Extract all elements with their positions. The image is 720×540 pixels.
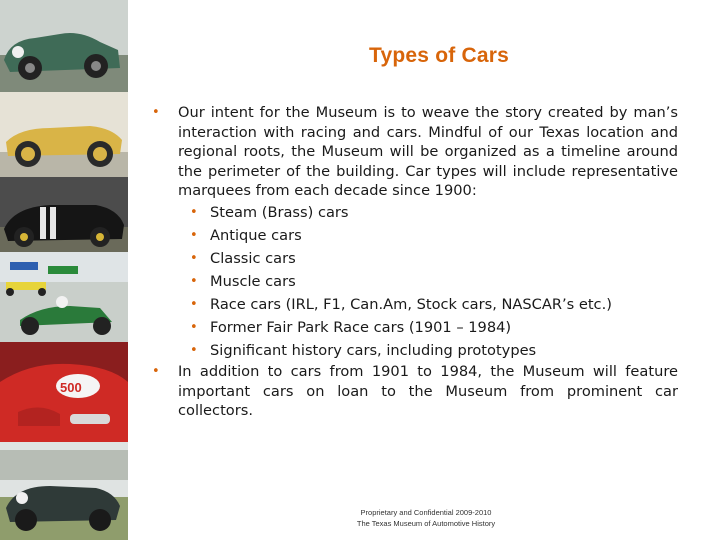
list-item: • Former Fair Park Race cars (1901 – 1984) (178, 316, 678, 339)
green-race-car-photo (0, 0, 128, 92)
bullet-loan-cars (148, 362, 678, 421)
bullet-dot-icon: • (152, 363, 160, 379)
footer-organization: The Texas Museum of Automotive History (356, 518, 496, 528)
bullet-dot-icon: • (190, 273, 198, 289)
black-race-car-photo (0, 177, 128, 252)
bullet-text: In addition to cars from 1901 to 1984, the Museum will feature important cars on loan to the Museum from prominent car collectors. (178, 362, 678, 420)
list-item: • Muscle cars (178, 270, 678, 293)
slide-footer (296, 508, 556, 529)
svg-text:500: 500 (60, 380, 82, 395)
bullet-dot-icon: • (190, 250, 198, 266)
red-500-race-car-photo (0, 342, 128, 442)
bullet-dot-icon: • (190, 319, 198, 335)
list-item: • Antique cars (178, 224, 678, 247)
car-types-list (178, 201, 678, 362)
bullet-text: Our intent for the Museum is to weave the story created by man’s interaction with racing and cars. Mindful of our Texas location and regional roots, the Museum will be organized as a timeline around the perimeter of the building. Car types will include representative marquees from each decade since 1900: (178, 104, 678, 200)
slide-title: Types of Cars (369, 44, 509, 67)
dark-race-car-lawn-photo (0, 442, 128, 540)
bullet-museum-intent (148, 103, 678, 362)
yellow-vintage-car-photo (0, 92, 128, 177)
bullet-dot-icon: • (190, 296, 198, 312)
bullet-dot-icon: • (190, 227, 198, 243)
list-item: • Steam (Brass) cars (178, 201, 678, 224)
open-wheel-racers-photo (0, 252, 128, 342)
slide-body (148, 103, 678, 421)
bullet-dot-icon: • (190, 204, 198, 220)
bullet-dot-icon: • (152, 105, 160, 120)
list-item: • Race cars (IRL, F1, Can.Am, Stock cars, NASCAR’s etc.) (178, 293, 678, 316)
footer-confidential: Proprietary and Confidential 2009-2010 (360, 508, 492, 517)
list-item: • Classic cars (178, 247, 678, 270)
list-item: • Significant history cars, including prototypes (178, 339, 678, 362)
bullet-dot-icon: • (190, 342, 198, 358)
car-photo-strip (0, 0, 128, 540)
